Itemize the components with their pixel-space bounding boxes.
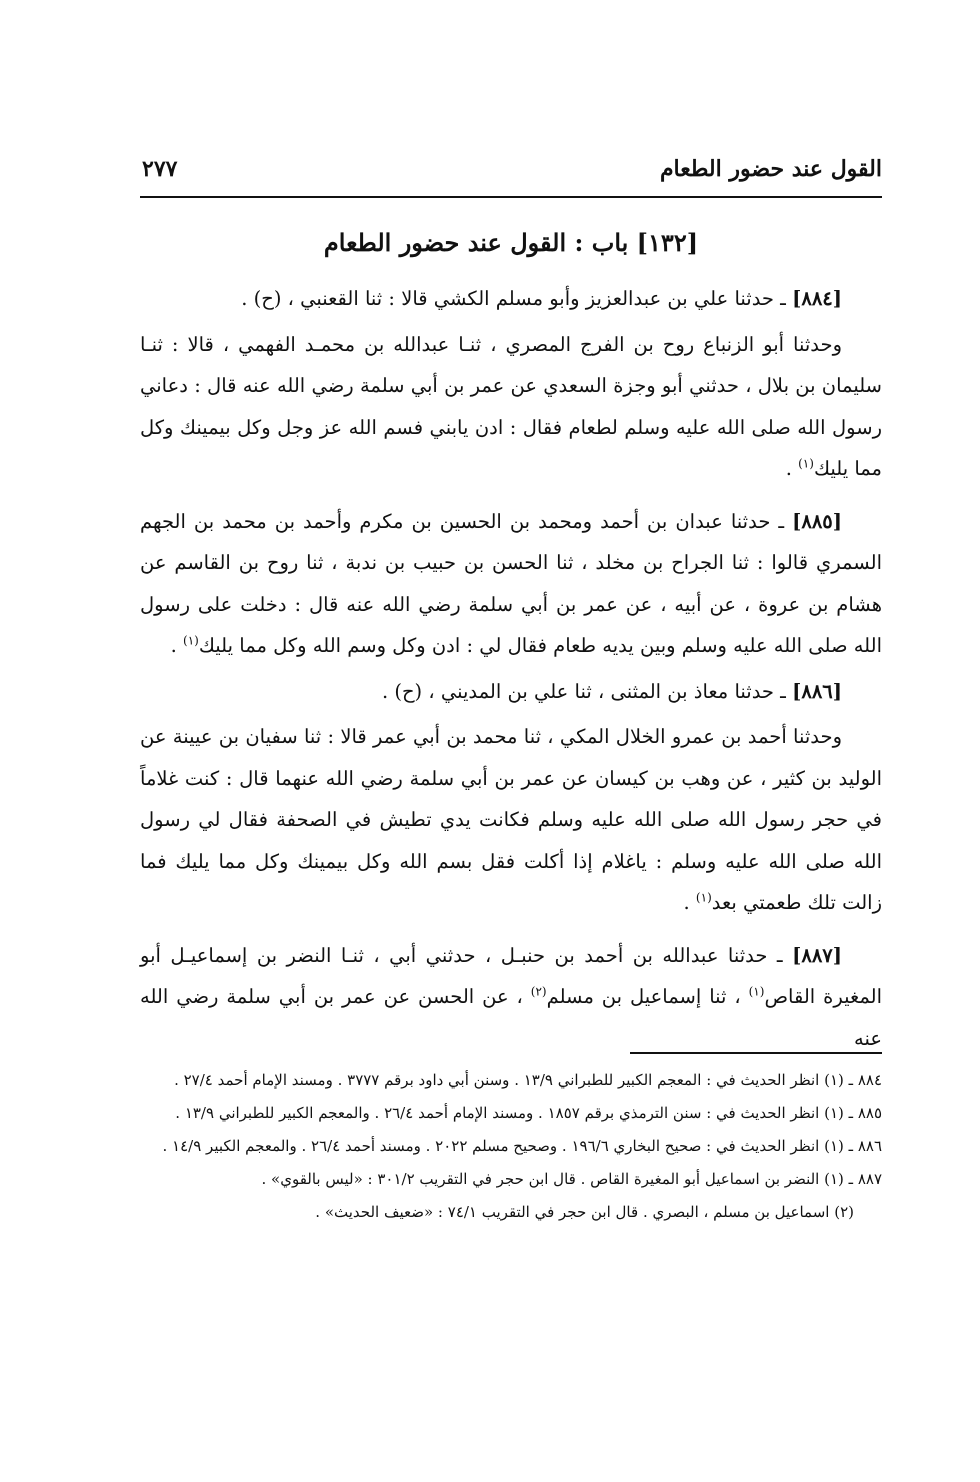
paragraph-tail: . xyxy=(683,891,696,914)
body-text xyxy=(140,278,882,1063)
footnote-ref: (١) xyxy=(748,984,765,999)
paragraph-text: ـ حدثنا عبدان بن أحمد ومحمد بن الحسين بن مكرم وأحمد بن محمد بن الجهم السمري قالوا : ثنا الجراح بن مخلد ، ثنا الحسن بن حبيب بن ندبة ، ثنا روح بن القاسم عن هشام بن عروة ، عن أبيه ، عن عمر بن أبي سلمة رضي الله عنه قال : دخلت على رسول الله صلى الله عليه وسلم وبين يديه طعام فقال لي : ادن وكل وسم الله وكل مما يليك xyxy=(140,509,882,657)
hadith-number: [٨٨٤] xyxy=(792,287,842,310)
hadith-number: [٨٨٥] xyxy=(792,509,843,533)
paragraph-884a xyxy=(140,278,882,320)
paragraph-text: ، ثنا إسماعيل بن مسلم xyxy=(546,985,749,1008)
paragraph-text: ـ حدثنا معاذ بن المثنى ، ثنا علي بن المديني ، (ح) . xyxy=(381,679,786,703)
footnote-885: ٨٨٥ ـ (١) انظر الحديث في : سنن الترمذي برقم ١٨٥٧ . ومسند الإمام أحمد ٢٦/٤ . والمعجم الكبير للطبراني ١٣/٩ . xyxy=(175,1104,882,1122)
footnote-886: ٨٨٦ ـ (١) انظر الحديث في : صحيح البخاري ١٩٦/٦ . وصحيح مسلم ٢٠٢٢ . ومسند أحمد ٢٦/٤ . والمعجم الكبير ١٤/٩ . xyxy=(162,1137,882,1155)
chapter-title: [١٣٢] باب : القول عند حضور الطعام xyxy=(323,228,699,257)
paragraph-884b xyxy=(140,324,882,490)
paragraph-text: وحدثنا أبو الزنباع روح بن الفرج المصري ، ثنـا عبدالله بن محمـد الفهمي ، قالا : ثنـا سليمان بن بلال ، حدثني أبو وجزة السعدي عن عمر بن أبي سلمة رضي الله عنه قال : دعاني رسول الله صلى الله عليه وسلم لطعام فقال : ادن يابني فسم الله عز وجل وكل بيمينك وكل مما يليك xyxy=(140,332,882,480)
paragraph-886b xyxy=(140,716,882,924)
paragraph-tail: ، عن الحسن عن عمر بن أبي سلمة رضي الله عنه xyxy=(140,985,882,1050)
footnote-ref: (٢) xyxy=(530,984,547,999)
hadith-number: [٨٨٧] xyxy=(792,943,842,967)
paragraph-885 xyxy=(140,501,882,667)
paragraph-text: ـ حدثنا علي بن عبدالعزيز وأبو مسلم الكشي قالا : ثنا القعنبي ، (ح) . xyxy=(241,287,786,310)
paragraph-tail: . xyxy=(785,457,799,480)
hadith-number: [٨٨٦] xyxy=(792,679,842,703)
footnote-separator xyxy=(630,1052,882,1054)
paragraph-887 xyxy=(140,935,882,1060)
footnote-ref: (١) xyxy=(798,456,814,471)
footnote-887-1: ٨٨٧ ـ (١) النضر بن اسماعيل أبو المغيرة القاص . قال ابن حجر في التقريب ٣٠١/٢ : «ليس بالقوي» . xyxy=(261,1170,882,1188)
footnote-ref: (١) xyxy=(183,633,199,648)
footnote-884: ٨٨٤ ـ (١) انظر الحديث في : المعجم الكبير للطبراني ١٣/٩ . وسنن أبي داود برقم ٣٧٧٧ . ومسند الإمام أحمد ٢٧/٤ . xyxy=(174,1071,882,1089)
running-title: القول عند حضور الطعام xyxy=(659,156,882,182)
running-header xyxy=(140,150,882,198)
footnote-887-2: (٢) اسماعيل بن مسلم ، البصري . قال ابن حجر في التقريب ٧٤/١ : «ضعيف الحديث» . xyxy=(315,1203,854,1221)
paragraph-886a xyxy=(140,671,882,713)
paragraph-text: ـ حدثنا عبدالله بن أحمد بن حنبـل ، حدثني أبي ، ثنـا النضر بن إسماعيـل أبو المغيرة القاص xyxy=(140,943,883,1008)
footnotes xyxy=(140,1066,882,1231)
footnote-ref: (١) xyxy=(695,890,712,905)
page-number: ٢٧٧ xyxy=(142,156,178,182)
paragraph-tail: . xyxy=(170,634,184,657)
paragraph-text: وحدثنا أحمد بن عمرو الخلال المكي ، ثنا محمد بن أبي عمر قالا : ثنا سفيان بن عيينة عن الوليد بن كثير ، عن وهب بن كيسان عن عمر بن أبي سلمة رضي الله عنهما قال : كنت غلاماً في حجر رسول الله صلى الله عليه وسلم فكانت يدي تطيش في الصحفة فقال لي رسول الله صلى الله عليه وسلم : ياغلام إذا أكلت فقل بسم الله وكل بيمينك وكل مما يليك فما زالت تلك طعمتي بعد xyxy=(140,725,882,914)
